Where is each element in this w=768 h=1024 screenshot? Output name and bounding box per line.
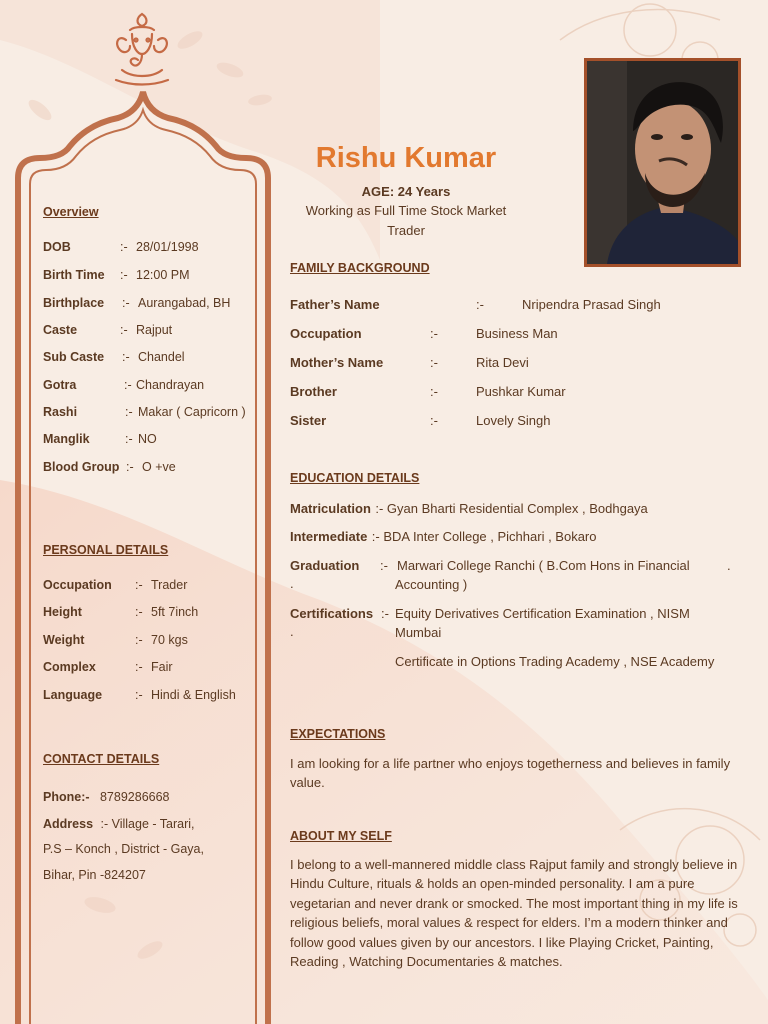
about-myself-text: I belong to a well-mannered middle class Rajput family and strongly believe in Hindu Culture, rituals & holds an open-minded personality. I am a pure vegetarian and never drank or smocked. The most important thing in my life is religious beliefs, moral values & respect for elders. I’m a modern thinker and follow good values given by our ancestors. I like Playing Cricket, Painting, Reading , Watching Documentaries & matches. — [290, 857, 738, 970]
family-value: Lovely Singh — [476, 413, 551, 428]
overview-value: 28/01/1998 — [136, 240, 199, 254]
education-sep: :- — [381, 606, 389, 621]
overview-label: Birthplace — [43, 296, 105, 310]
education-details-heading: EDUCATION DETAILS — [290, 471, 420, 485]
age-line: AGE: 24 Years — [361, 184, 451, 199]
education-value: Equity Derivatives Certification Examination , NISM — [395, 606, 690, 621]
education-row — [290, 500, 648, 518]
personal-details-heading: PERSONAL DETAILS — [43, 543, 169, 557]
overview-value: Rajput — [136, 323, 173, 337]
overview-sep: :- — [120, 268, 128, 282]
candidate-name — [290, 142, 522, 175]
expectations-text: I am looking for a life partner who enjoys togetherness and believes in family value. — [290, 756, 731, 791]
family-label: Sister — [290, 413, 327, 428]
candidate-name-text: Rishu Kumar — [315, 142, 497, 174]
overview-sep: :- — [125, 405, 133, 419]
personal-sep: :- — [135, 605, 143, 619]
education-value: Mumbai — [395, 625, 442, 640]
family-background-heading: FAMILY BACKGROUND — [290, 261, 430, 275]
overview-sep: :- — [125, 432, 133, 446]
phone-label: Phone:- — [43, 790, 90, 804]
personal-sep: :- — [135, 633, 143, 647]
overview-sep: :- — [122, 350, 130, 364]
personal-sep: :- — [135, 688, 143, 702]
family-sep: :- — [476, 297, 484, 312]
education-label: Matriculation — [290, 501, 371, 516]
education-value: :- Gyan Bharti Residential Complex , Bodhgaya — [375, 501, 648, 516]
overview-value: Chandrayan — [136, 378, 205, 392]
about-myself-heading: ABOUT MY SELF — [290, 829, 392, 843]
overview-heading: Overview — [43, 205, 99, 219]
education-value: :- BDA Inter College , Pichhari , Bokaro — [371, 529, 597, 544]
address-line: Bihar, Pin -824207 — [43, 868, 146, 882]
overview-label: Sub Caste — [43, 350, 105, 364]
overview-label: DOB — [43, 240, 71, 254]
family-sep: :- — [430, 413, 438, 428]
education-dot: . — [290, 576, 294, 591]
family-value: Pushkar Kumar — [476, 384, 566, 399]
phone-row — [43, 788, 170, 806]
personal-label: Language — [43, 688, 103, 702]
overview-sep: :- — [120, 323, 128, 337]
education-label: Intermediate — [290, 529, 368, 544]
profession-line: Trader — [387, 223, 425, 238]
address-row — [43, 815, 195, 833]
family-label: Brother — [290, 384, 337, 399]
overview-label: Caste — [43, 323, 78, 337]
overview-label: Birth Time — [43, 268, 105, 282]
phone-value: 8789286668 — [99, 790, 170, 804]
overview-value: 12:00 PM — [136, 268, 190, 282]
education-sep: :- — [380, 558, 388, 573]
personal-label: Height — [43, 605, 82, 619]
family-label: Occupation — [290, 326, 362, 341]
overview-value: Aurangabad, BH — [138, 296, 231, 310]
education-row — [290, 528, 596, 546]
contact-details-heading: CONTACT DETAILS — [43, 752, 160, 766]
personal-value: Fair — [151, 660, 173, 674]
family-sep: :- — [430, 384, 438, 399]
education-value: Certificate in Options Trading Academy , NSE Academy — [395, 654, 715, 669]
address-line: P.S – Konch , District - Gaya, — [43, 842, 204, 856]
personal-value: 70 kgs — [151, 633, 188, 647]
profile-photo-image — [587, 61, 738, 264]
personal-label: Weight — [43, 633, 85, 647]
overview-label: Gotra — [43, 378, 77, 392]
overview-sep: :- — [126, 460, 134, 474]
education-dot: . — [727, 558, 731, 573]
overview-value: NO — [138, 432, 157, 446]
personal-label: Complex — [43, 660, 96, 674]
overview-sep: :- — [122, 296, 130, 310]
family-value: Rita Devi — [476, 355, 529, 370]
overview-value: Makar ( Capricorn ) — [138, 405, 246, 419]
ganesha-emblem-icon — [108, 10, 176, 86]
address-line: :- Village - Tarari, — [100, 817, 195, 831]
overview-value: Chandel — [138, 350, 185, 364]
personal-sep: :- — [135, 660, 143, 674]
profile-photo — [584, 58, 741, 267]
profession-line: Working as Full Time Stock Market — [305, 203, 507, 218]
overview-label: Blood Group — [43, 460, 120, 474]
family-label: Father’s Name — [290, 297, 380, 312]
family-sep: :- — [430, 355, 438, 370]
expectations-heading: EXPECTATIONS — [290, 727, 386, 741]
address-label: Address — [43, 817, 94, 831]
personal-label: Occupation — [43, 578, 112, 592]
personal-value: Hindi & English — [151, 688, 236, 702]
family-label: Mother’s Name — [290, 355, 384, 370]
education-dot: . — [290, 624, 294, 639]
overview-label: Manglik — [43, 432, 90, 446]
overview-label: Rashi — [43, 405, 78, 419]
personal-value: 5ft 7inch — [151, 605, 199, 619]
family-value: Nripendra Prasad Singh — [522, 297, 661, 312]
education-label: Certifications — [290, 606, 374, 621]
education-value: Accounting ) — [395, 577, 468, 592]
overview-value: O +ve — [142, 460, 176, 474]
education-label: Graduation — [290, 558, 360, 573]
personal-value: Trader — [151, 578, 188, 592]
overview-sep: :- — [124, 378, 132, 392]
family-sep: :- — [430, 326, 438, 341]
family-value: Business Man — [476, 326, 558, 341]
personal-sep: :- — [135, 578, 143, 592]
education-value: Marwari College Ranchi ( B.Com Hons in Financial — [397, 558, 690, 573]
overview-sep: :- — [120, 240, 128, 254]
